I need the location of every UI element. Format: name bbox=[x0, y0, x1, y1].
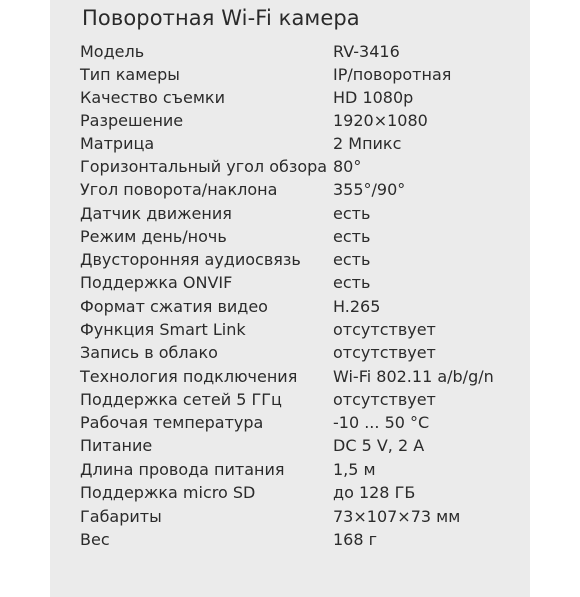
spec-row bbox=[0, 388, 580, 411]
spec-row bbox=[0, 434, 580, 457]
spec-value: RV-3416 bbox=[333, 42, 400, 61]
spec-label: Угол поворота/наклона bbox=[80, 180, 278, 199]
spec-row bbox=[0, 481, 580, 504]
spec-label: Формат сжатия видео bbox=[80, 297, 268, 316]
spec-value: 80° bbox=[333, 157, 362, 176]
spec-value: Wi-Fi 802.11 a/b/g/n bbox=[333, 367, 494, 386]
spec-row bbox=[0, 132, 580, 155]
spec-label: Режим день/ночь bbox=[80, 227, 227, 246]
spec-value: HD 1080p bbox=[333, 88, 414, 107]
spec-label: Функция Smart Link bbox=[80, 320, 246, 339]
spec-label: Датчик движения bbox=[80, 204, 232, 223]
spec-row bbox=[0, 271, 580, 294]
spec-value: есть bbox=[333, 250, 371, 269]
spec-row bbox=[0, 225, 580, 248]
spec-value: IP/поворотная bbox=[333, 65, 452, 84]
spec-row bbox=[0, 155, 580, 178]
spec-label: Длина провода питания bbox=[80, 460, 285, 479]
spec-label: Габариты bbox=[80, 507, 162, 526]
spec-row bbox=[0, 178, 580, 201]
spec-label: Питание bbox=[80, 436, 153, 455]
spec-row bbox=[0, 109, 580, 132]
spec-label: Матрица bbox=[80, 134, 155, 153]
spec-row bbox=[0, 295, 580, 318]
spec-label: Двусторонняя аудиосвязь bbox=[80, 250, 301, 269]
spec-value: H.265 bbox=[333, 297, 381, 316]
spec-row bbox=[0, 63, 580, 86]
spec-row bbox=[0, 528, 580, 551]
spec-value: отсутствует bbox=[333, 320, 436, 339]
spec-value: 355°/90° bbox=[333, 180, 406, 199]
spec-row bbox=[0, 341, 580, 364]
spec-value: отсутствует bbox=[333, 343, 436, 362]
spec-row bbox=[0, 40, 580, 63]
spec-label: Горизонтальный угол обзора bbox=[80, 157, 328, 176]
spec-label: Модель bbox=[80, 42, 145, 61]
spec-row bbox=[0, 458, 580, 481]
spec-label: Качество съемки bbox=[80, 88, 225, 107]
page-title: Поворотная Wi-Fi камера bbox=[82, 6, 360, 30]
spec-value: есть bbox=[333, 273, 371, 292]
spec-value: -10 ... 50 °C bbox=[333, 413, 430, 432]
spec-value: 2 Мпикс bbox=[333, 134, 402, 153]
spec-row bbox=[0, 411, 580, 434]
spec-value: есть bbox=[333, 227, 371, 246]
spec-label: Тип камеры bbox=[80, 65, 180, 84]
spec-value: 1,5 м bbox=[333, 460, 376, 479]
spec-row bbox=[0, 248, 580, 271]
spec-value: 73×107×73 мм bbox=[333, 507, 461, 526]
spec-value: до 128 ГБ bbox=[333, 483, 416, 502]
spec-value: DC 5 V, 2 A bbox=[333, 436, 425, 455]
spec-label: Поддержка ONVIF bbox=[80, 273, 233, 292]
spec-label: Технология подключения bbox=[80, 367, 298, 386]
spec-row bbox=[0, 318, 580, 341]
spec-row bbox=[0, 86, 580, 109]
spec-label: Поддержка сетей 5 ГГц bbox=[80, 390, 282, 409]
spec-label: Поддержка micro SD bbox=[80, 483, 256, 502]
spec-value: 1920×1080 bbox=[333, 111, 428, 130]
spec-label: Запись в облако bbox=[80, 343, 218, 362]
spec-row bbox=[0, 365, 580, 388]
spec-value: 168 г bbox=[333, 530, 378, 549]
spec-row bbox=[0, 505, 580, 528]
spec-row bbox=[0, 202, 580, 225]
spec-label: Рабочая температура bbox=[80, 413, 264, 432]
spec-label: Вес bbox=[80, 530, 110, 549]
spec-value: есть bbox=[333, 204, 371, 223]
spec-label: Разрешение bbox=[80, 111, 184, 130]
spec-value: отсутствует bbox=[333, 390, 436, 409]
